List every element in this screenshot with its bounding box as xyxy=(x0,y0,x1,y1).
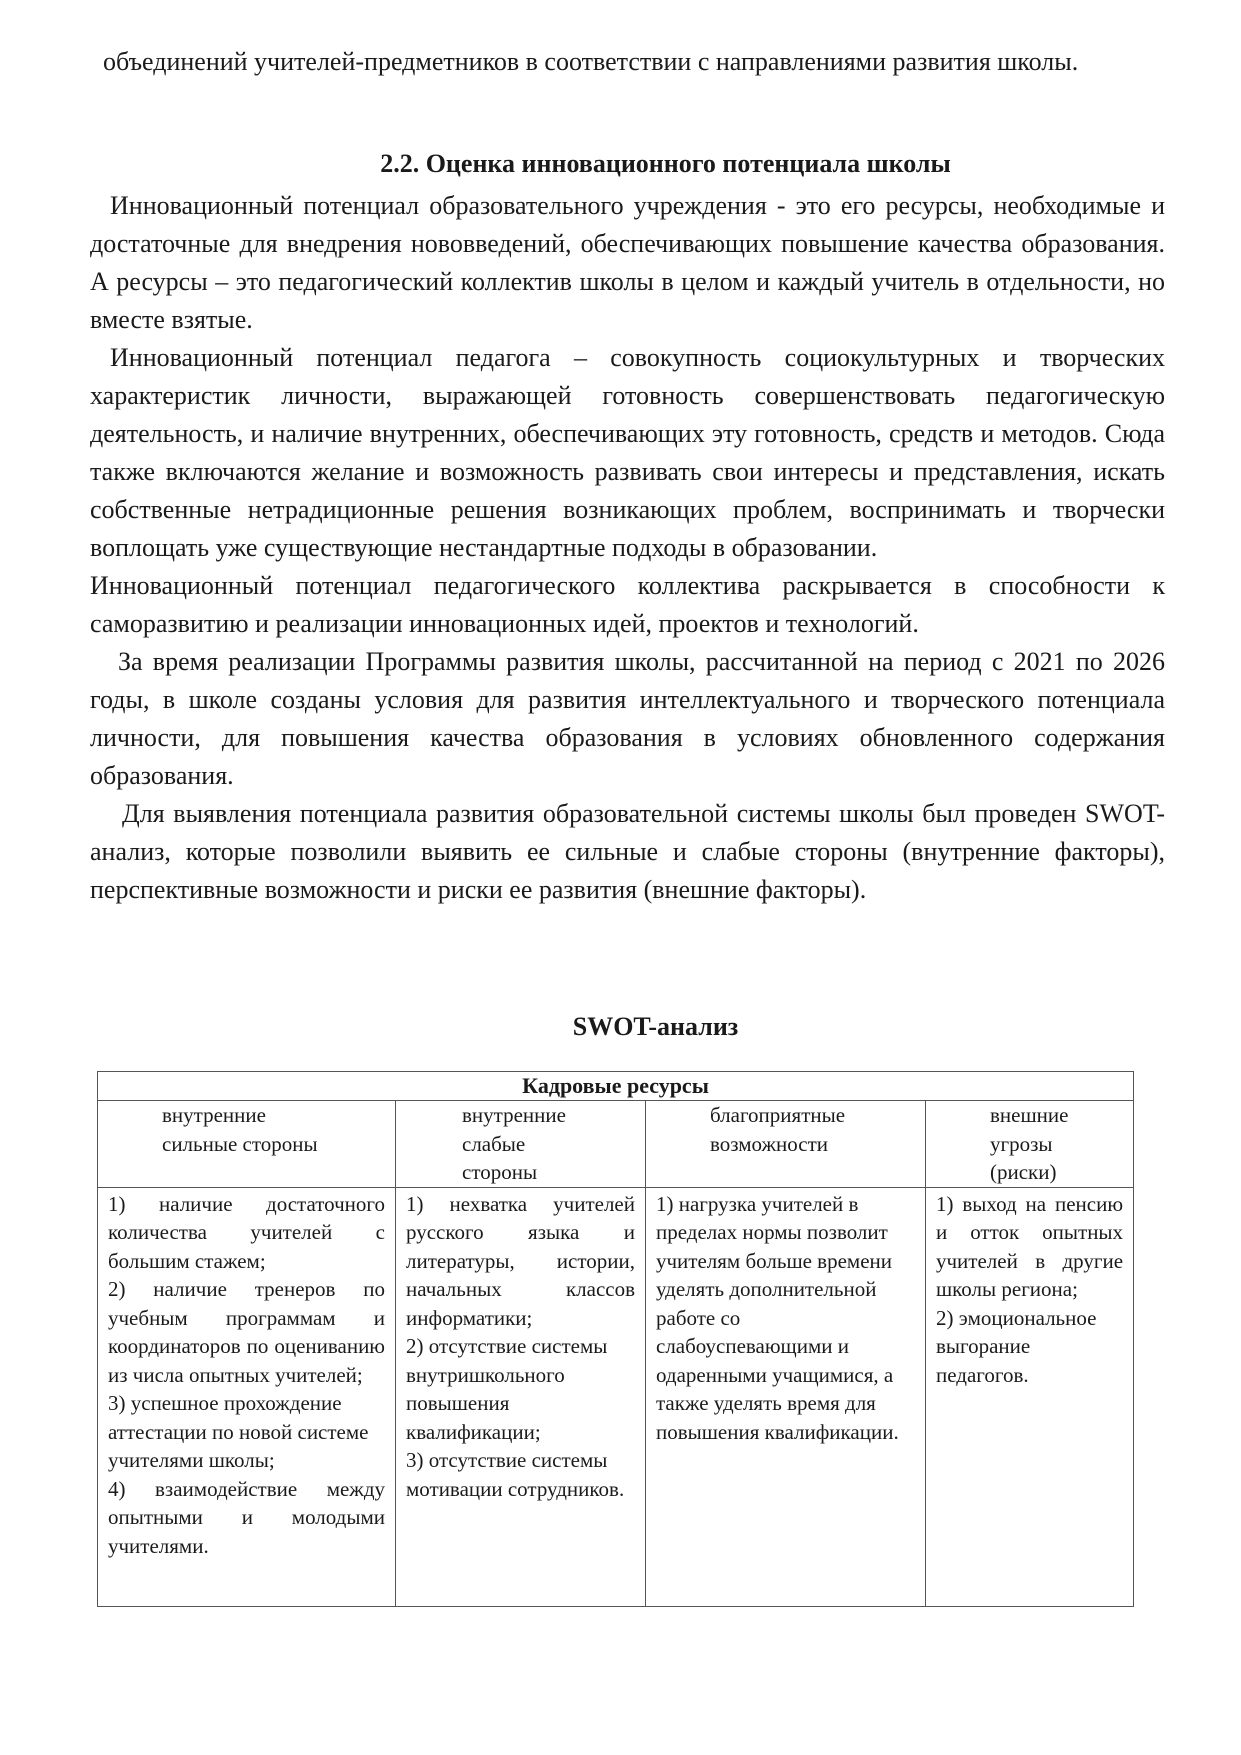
opportunity-item: 1) нагрузка учителей в пределах нормы позволит учителям больше времени уделять дополнительной работе со слабоуспевающими и одаренными учащимися, а также уделять время для повышения квалификации. xyxy=(656,1191,899,1444)
header-opportunities: благоприятные возможности xyxy=(646,1101,926,1188)
header-threats: внешние угрозы (риски) xyxy=(926,1101,1134,1188)
weakness-item: 1) нехватка учителей русского языка и литературы, истории, начальных классов информатики; xyxy=(406,1191,635,1330)
cell-opportunities xyxy=(646,1187,926,1606)
strength-item: 4) взаимодействие между опытными и молодыми учителями. xyxy=(108,1476,385,1558)
table-caption-row xyxy=(98,1072,1134,1101)
strength-item: 3) успешное прохождение аттестации по новой системе учителями школы; xyxy=(108,1391,369,1472)
paragraph-development-program: За время реализации Программы развития школы, рассчитанной на период с 2021 по 2026 годы, в школе созданы условия для развития интеллектуального и творческого потенциала личности, для повышения качества образования в условиях обновленного содержания образования. xyxy=(90,647,1165,790)
strength-item: 2) наличие тренеров по учебным программам и координаторов по оцениванию из числа опытных учителей; xyxy=(108,1277,385,1387)
weakness-item: 3) отсутствие системы мотивации сотрудников. xyxy=(406,1448,625,1501)
paragraph-innovation-potential-school: Инновационный потенциал образовательного учреждения - это его ресурсы, необходимые и достаточные для внедрения нововведений, обеспечивающих повышение качества образования. А ресурсы – это педагогический коллектив школы в целом и каждый учитель в отдельности, но вместе взятые. xyxy=(90,191,1165,334)
table-row xyxy=(98,1187,1134,1606)
paragraph-innovation-potential-staff: Инновационный потенциал педагогического коллектива раскрывается в способности к саморазвитию и реализации инновационных идей, проектов и технологий. xyxy=(90,571,1165,638)
threat-item: 1) выход на пенсию и отток опытных учителей в другие школы региона; xyxy=(936,1191,1124,1301)
weakness-item: 2) отсутствие системы внутришкольного повышения квалификации; xyxy=(406,1334,608,1444)
threat-item: 2) эмоциональное выгорание педагогов. xyxy=(936,1305,1097,1387)
body-text xyxy=(90,187,1165,909)
table-header-row xyxy=(98,1101,1134,1188)
cell-threats xyxy=(926,1187,1134,1606)
cell-weaknesses xyxy=(396,1187,646,1606)
header-strengths: внутренние сильные стороны xyxy=(98,1101,396,1188)
intro-continuation: объединений учителей-предметников в соответствии с направлениями развития школы. xyxy=(103,47,1079,76)
cell-strengths xyxy=(98,1187,396,1606)
swot-table xyxy=(97,1071,1134,1607)
table-caption: Кадровые ресурсы xyxy=(98,1072,1134,1101)
paragraph-innovation-potential-teacher: Инновационный потенциал педагога – совокупность социокультурных и творческих характеристик личности, выражающей готовность совершенствовать педагогическую деятельность, и наличие внутренних, обеспечивающих эту готовность, средств и методов. Сюда также включаются желание и возможность развивать свои интересы и представления, искать собственные нетрадиционные решения возникающих проблем, воспринимать и творчески воплощать уже существующие нестандартные подходы в образовании. xyxy=(90,343,1165,562)
header-weaknesses: внутренние слабые стороны xyxy=(396,1101,646,1188)
swot-title: SWOT-анализ xyxy=(572,1012,739,1041)
strength-item: 1) наличие достаточного количества учителей с большим стажем; xyxy=(108,1191,385,1273)
section-heading: 2.2. Оценка инновационного потенциала школы xyxy=(380,149,951,178)
paragraph-swot-intro: Для выявления потенциала развития образовательной системы школы был проведен SWOT-анализ, которые позволили выявить ее сильные и слабые стороны (внутренние факторы), перспективные возможности и риски ее развития (внешние факторы). xyxy=(90,799,1165,904)
